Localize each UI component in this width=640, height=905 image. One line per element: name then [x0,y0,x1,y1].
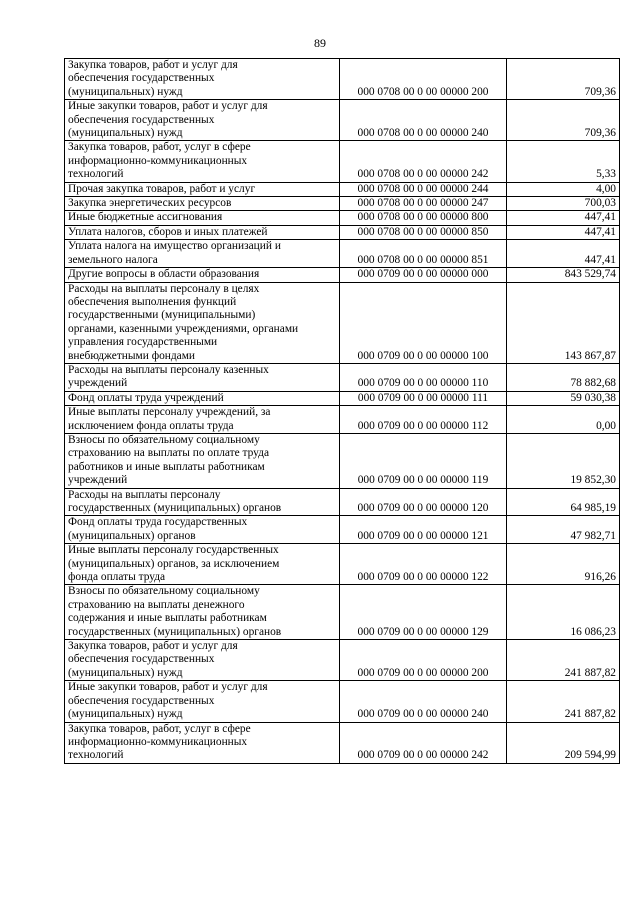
amount-cell: 241 887,82 [507,640,620,681]
amount-cell: 843 529,74 [507,268,620,282]
expense-name-cell: Иные выплаты персоналу учреждений, за исключением фонда оплаты труда [65,406,340,434]
expense-name-cell: Иные бюджетные ассигнования [65,211,340,225]
budget-code-cell: 000 0708 00 0 00 00000 247 [340,197,507,211]
budget-code-cell: 000 0709 00 0 00 00000 129 [340,585,507,640]
expense-name-cell: Закупка товаров, работ, услуг в сфере информационно-коммуникационных технологий [65,722,340,763]
budget-code-cell: 000 0708 00 0 00 00000 200 [340,59,507,100]
table-row [65,363,620,391]
table-row [65,211,620,225]
budget-code-cell: 000 0708 00 0 00 00000 240 [340,100,507,141]
amount-cell: 916,26 [507,544,620,585]
amount-cell: 241 887,82 [507,681,620,722]
budget-table [64,58,620,764]
table-row [65,722,620,763]
budget-code-cell: 000 0708 00 0 00 00000 850 [340,225,507,239]
table-row [65,640,620,681]
budget-code-cell: 000 0709 00 0 00 00000 110 [340,363,507,391]
amount-cell: 59 030,38 [507,391,620,405]
expense-name-cell: Уплата налога на имущество организаций и земельного налога [65,240,340,268]
budget-code-cell: 000 0709 00 0 00 00000 000 [340,268,507,282]
table-row [65,59,620,100]
amount-cell: 19 852,30 [507,433,620,488]
budget-code-cell: 000 0709 00 0 00 00000 111 [340,391,507,405]
table-row [65,681,620,722]
table-row [65,406,620,434]
amount-cell: 447,41 [507,211,620,225]
expense-name-cell: Прочая закупка товаров, работ и услуг [65,182,340,196]
expense-name-cell: Расходы на выплаты персоналу в целях обеспечения выполнения функций государственными (муниципальными) органами, казенными учреждениями, органами управления государственными внебюджетными фондами [65,282,340,363]
budget-code-cell: 000 0708 00 0 00 00000 851 [340,240,507,268]
budget-code-cell: 000 0708 00 0 00 00000 242 [340,141,507,182]
amount-cell: 4,00 [507,182,620,196]
table-row [65,488,620,516]
table-row [65,197,620,211]
amount-cell: 47 982,71 [507,516,620,544]
budget-code-cell: 000 0709 00 0 00 00000 119 [340,433,507,488]
expense-name-cell: Взносы по обязательному социальному страхованию на выплаты по оплате труда работников и иные выплаты работникам учреждений [65,433,340,488]
expense-name-cell: Другие вопросы в области образования [65,268,340,282]
expense-name-cell: Фонд оплаты труда государственных (муниципальных) органов [65,516,340,544]
expense-name-cell: Расходы на выплаты персоналу казенных учреждений [65,363,340,391]
page-number: 89 [314,36,326,50]
expense-name-cell: Расходы на выплаты персоналу государственных (муниципальных) органов [65,488,340,516]
amount-cell: 5,33 [507,141,620,182]
table-row [65,516,620,544]
expense-name-cell: Взносы по обязательному социальному страхованию на выплаты денежного содержания и иные выплаты работникам государственных (муниципальных) органов [65,585,340,640]
amount-cell: 700,03 [507,197,620,211]
budget-code-cell: 000 0709 00 0 00 00000 120 [340,488,507,516]
budget-code-cell: 000 0709 00 0 00 00000 240 [340,681,507,722]
budget-code-cell: 000 0709 00 0 00 00000 100 [340,282,507,363]
table-row [65,544,620,585]
table-row [65,240,620,268]
amount-cell: 447,41 [507,240,620,268]
expense-name-cell: Иные закупки товаров, работ и услуг для обеспечения государственных (муниципальных) нужд [65,681,340,722]
expense-name-cell: Уплата налогов, сборов и иных платежей [65,225,340,239]
budget-code-cell: 000 0709 00 0 00 00000 242 [340,722,507,763]
amount-cell: 447,41 [507,225,620,239]
amount-cell: 709,36 [507,59,620,100]
amount-cell: 16 086,23 [507,585,620,640]
amount-cell: 709,36 [507,100,620,141]
table-row [65,100,620,141]
table-row [65,391,620,405]
table-row [65,585,620,640]
budget-code-cell: 000 0709 00 0 00 00000 112 [340,406,507,434]
amount-cell: 209 594,99 [507,722,620,763]
budget-code-cell: 000 0709 00 0 00 00000 121 [340,516,507,544]
expense-name-cell: Иные выплаты персоналу государственных (муниципальных) органов, за исключением фонда оплаты труда [65,544,340,585]
amount-cell: 143 867,87 [507,282,620,363]
table-row [65,282,620,363]
budget-code-cell: 000 0708 00 0 00 00000 800 [340,211,507,225]
expense-name-cell: Закупка товаров, работ и услуг для обеспечения государственных (муниципальных) нужд [65,640,340,681]
budget-code-cell: 000 0708 00 0 00 00000 244 [340,182,507,196]
expense-name-cell: Иные закупки товаров, работ и услуг для обеспечения государственных (муниципальных) нужд [65,100,340,141]
table-row [65,268,620,282]
table-row [65,182,620,196]
table-row [65,433,620,488]
amount-cell: 64 985,19 [507,488,620,516]
budget-table-body [65,59,620,764]
table-row [65,141,620,182]
budget-code-cell: 000 0709 00 0 00 00000 200 [340,640,507,681]
budget-code-cell: 000 0709 00 0 00 00000 122 [340,544,507,585]
table-row [65,225,620,239]
expense-name-cell: Фонд оплаты труда учреждений [65,391,340,405]
amount-cell: 0,00 [507,406,620,434]
expense-name-cell: Закупка товаров, работ, услуг в сфере информационно-коммуникационных технологий [65,141,340,182]
expense-name-cell: Закупка товаров, работ и услуг для обеспечения государственных (муниципальных) нужд [65,59,340,100]
amount-cell: 78 882,68 [507,363,620,391]
expense-name-cell: Закупка энергетических ресурсов [65,197,340,211]
